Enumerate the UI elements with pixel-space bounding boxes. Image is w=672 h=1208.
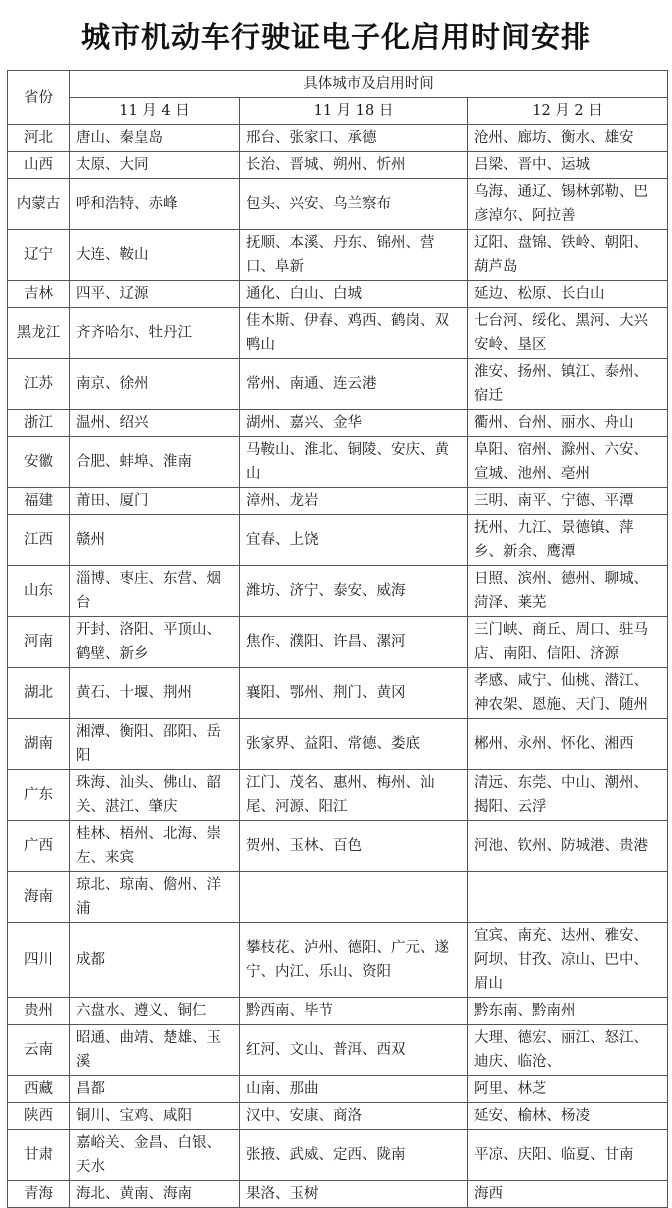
city-cell-dec2: 郴州、永州、怀化、湘西 — [468, 719, 668, 770]
city-cell-dec2: 抚州、九江、景德镇、萍乡、新余、鹰潭 — [468, 515, 668, 566]
city-cell-dec2: 延安、榆林、杨凌 — [468, 1103, 668, 1130]
province-cell: 广东 — [8, 770, 70, 821]
city-cell-dec2: 日照、滨州、德州、聊城、菏泽、莱芜 — [468, 566, 668, 617]
province-cell: 云南 — [8, 1025, 70, 1076]
city-cell-dec2: 宜宾、南充、达州、雅安、阿坝、甘孜、凉山、巴中、眉山 — [468, 923, 668, 998]
table-row — [8, 488, 668, 515]
table-row — [8, 230, 668, 281]
table-row — [8, 1103, 668, 1130]
city-cell-nov4: 昭通、曲靖、楚雄、玉溪 — [70, 1025, 240, 1076]
city-cell-nov4: 湘潭、衡阳、邵阳、岳阳 — [70, 719, 240, 770]
city-cell-dec2: 平凉、庆阳、临夏、甘南 — [468, 1130, 668, 1181]
city-cell-dec2: 延边、松原、长白山 — [468, 281, 668, 308]
city-cell-nov18: 黔西南、毕节 — [240, 998, 468, 1025]
province-cell: 甘肃 — [8, 1130, 70, 1181]
city-cell-nov4: 珠海、汕头、佛山、韶关、湛江、肇庆 — [70, 770, 240, 821]
city-cell-nov18: 抚顺、本溪、丹东、锦州、营口、阜新 — [240, 230, 468, 281]
city-cell-dec2: 衢州、台州、丽水、舟山 — [468, 410, 668, 437]
table-row — [8, 152, 668, 179]
city-cell-nov18: 襄阳、鄂州、荆门、黄冈 — [240, 668, 468, 719]
city-cell-dec2: 河池、钦州、防城港、贵港 — [468, 821, 668, 872]
table-row — [8, 821, 668, 872]
city-cell-nov4: 铜川、宝鸡、咸阳 — [70, 1103, 240, 1130]
table-row — [8, 125, 668, 152]
city-cell-nov4: 淄博、枣庄、东营、烟台 — [70, 566, 240, 617]
table-row — [8, 1181, 668, 1208]
table-row — [8, 410, 668, 437]
city-cell-dec2: 海西 — [468, 1181, 668, 1208]
city-cell-nov18: 张家界、益阳、常德、娄底 — [240, 719, 468, 770]
city-cell-nov4: 六盘水、遵义、铜仁 — [70, 998, 240, 1025]
city-cell-dec2: 黔东南、黔南州 — [468, 998, 668, 1025]
city-cell-nov18: 漳州、龙岩 — [240, 488, 468, 515]
table-row — [8, 668, 668, 719]
province-cell: 江苏 — [8, 359, 70, 410]
province-cell: 四川 — [8, 923, 70, 998]
city-cell-nov4: 黄石、十堰、荆州 — [70, 668, 240, 719]
table-row — [8, 281, 668, 308]
city-cell-nov18: 佳木斯、伊春、鸡西、鹤岗、双鸭山 — [240, 308, 468, 359]
province-cell: 山西 — [8, 152, 70, 179]
table-row — [8, 923, 668, 998]
city-cell-dec2: 沧州、廊坊、衡水、雄安 — [468, 125, 668, 152]
table-row — [8, 179, 668, 230]
city-cell-nov4: 成都 — [70, 923, 240, 998]
city-cell-nov18: 汉中、安康、商洛 — [240, 1103, 468, 1130]
city-cell-dec2: 淮安、扬州、镇江、泰州、宿迁 — [468, 359, 668, 410]
city-cell-nov4: 齐齐哈尔、牡丹江 — [70, 308, 240, 359]
city-cell-nov18: 长治、晋城、朔州、忻州 — [240, 152, 468, 179]
city-cell-nov4: 南京、徐州 — [70, 359, 240, 410]
table-row — [8, 566, 668, 617]
province-cell: 河北 — [8, 125, 70, 152]
city-cell-nov18: 张掖、武威、定西、陇南 — [240, 1130, 468, 1181]
city-cell-dec2: 清远、东莞、中山、潮州、揭阳、云浮 — [468, 770, 668, 821]
table-row — [8, 515, 668, 566]
city-cell-nov4: 桂林、梧州、北海、崇左、来宾 — [70, 821, 240, 872]
city-cell-nov18: 包头、兴安、乌兰察布 — [240, 179, 468, 230]
city-cell-dec2: 孝感、咸宁、仙桃、潜江、神农架、恩施、天门、随州 — [468, 668, 668, 719]
city-cell-nov18: 攀枝花、泸州、德阳、广元、遂宁、内江、乐山、资阳 — [240, 923, 468, 998]
city-cell-nov18: 通化、白山、白城 — [240, 281, 468, 308]
city-cell-nov4: 四平、辽源 — [70, 281, 240, 308]
city-cell-nov18: 焦作、濮阳、许昌、漯河 — [240, 617, 468, 668]
city-cell-nov4: 呼和浩特、赤峰 — [70, 179, 240, 230]
city-cell-nov18: 常州、南通、连云港 — [240, 359, 468, 410]
province-cell: 江西 — [8, 515, 70, 566]
city-cell-nov18: 马鞍山、淮北、铜陵、安庆、黄山 — [240, 437, 468, 488]
city-cell-dec2: 大理、德宏、丽江、怒江、迪庆、临沧、 — [468, 1025, 668, 1076]
city-cell-nov4: 海北、黄南、海南 — [70, 1181, 240, 1208]
city-cell-nov4: 昌都 — [70, 1076, 240, 1103]
city-cell-nov4: 合肥、蚌埠、淮南 — [70, 437, 240, 488]
province-cell: 河南 — [8, 617, 70, 668]
province-cell: 湖南 — [8, 719, 70, 770]
city-cell-dec2: 吕梁、晋中、运城 — [468, 152, 668, 179]
city-cell-dec2: 三门峡、商丘、周口、驻马店、南阳、信阳、济源 — [468, 617, 668, 668]
header-row-group — [8, 71, 668, 98]
province-cell: 辽宁 — [8, 230, 70, 281]
province-cell: 广西 — [8, 821, 70, 872]
city-cell-dec2: 辽阳、盘锦、铁岭、朝阳、葫芦岛 — [468, 230, 668, 281]
schedule-table — [7, 70, 668, 1208]
province-cell: 湖北 — [8, 668, 70, 719]
city-cell-dec2: 三明、南平、宁德、平潭 — [468, 488, 668, 515]
city-cell-dec2: 乌海、通辽、锡林郭勒、巴彦淖尔、阿拉善 — [468, 179, 668, 230]
province-cell: 陕西 — [8, 1103, 70, 1130]
city-cell-nov18: 潍坊、济宁、泰安、威海 — [240, 566, 468, 617]
city-cell-nov4: 温州、绍兴 — [70, 410, 240, 437]
city-cell-nov4: 大连、鞍山 — [70, 230, 240, 281]
city-cell-nov18: 宜春、上饶 — [240, 515, 468, 566]
table-row — [8, 359, 668, 410]
province-cell: 黑龙江 — [8, 308, 70, 359]
city-cell-nov4: 唐山、秦皇岛 — [70, 125, 240, 152]
province-cell: 山东 — [8, 566, 70, 617]
city-cell-nov18: 江门、茂名、惠州、梅州、汕尾、河源、阳江 — [240, 770, 468, 821]
province-cell: 海南 — [8, 872, 70, 923]
table-row — [8, 998, 668, 1025]
city-cell-nov18: 邢台、张家口、承德 — [240, 125, 468, 152]
province-cell: 吉林 — [8, 281, 70, 308]
province-cell: 贵州 — [8, 998, 70, 1025]
city-cell-nov4: 太原、大同 — [70, 152, 240, 179]
city-cell-nov4: 莆田、厦门 — [70, 488, 240, 515]
province-cell: 西藏 — [8, 1076, 70, 1103]
table-row — [8, 308, 668, 359]
city-cell-dec2: 阿里、林芝 — [468, 1076, 668, 1103]
table-row — [8, 872, 668, 923]
city-cell-nov18: 红河、文山、普洱、西双 — [240, 1025, 468, 1076]
city-cell-nov4: 琼北、琼南、儋州、洋浦 — [70, 872, 240, 923]
province-cell: 青海 — [8, 1181, 70, 1208]
table-row — [8, 719, 668, 770]
table-row — [8, 1076, 668, 1103]
table-row — [8, 437, 668, 488]
province-cell: 安徽 — [8, 437, 70, 488]
table-row — [8, 1130, 668, 1181]
table-row — [8, 770, 668, 821]
header-date-1: 11 月 4 日 — [70, 98, 240, 125]
header-row-dates — [8, 98, 668, 125]
header-city-group: 具体城市及启用时间 — [70, 71, 668, 98]
city-cell-nov4: 开封、洛阳、平顶山、鹤壁、新乡 — [70, 617, 240, 668]
city-cell-nov18 — [240, 872, 468, 923]
city-cell-nov18: 山南、那曲 — [240, 1076, 468, 1103]
city-cell-dec2: 阜阳、宿州、滁州、六安、宣城、池州、亳州 — [468, 437, 668, 488]
city-cell-dec2: 七台河、绥化、黑河、大兴安岭、垦区 — [468, 308, 668, 359]
province-cell: 福建 — [8, 488, 70, 515]
table-row — [8, 1025, 668, 1076]
header-date-2: 11 月 18 日 — [240, 98, 468, 125]
city-cell-nov4: 赣州 — [70, 515, 240, 566]
city-cell-dec2 — [468, 872, 668, 923]
province-cell: 浙江 — [8, 410, 70, 437]
province-cell: 内蒙古 — [8, 179, 70, 230]
city-cell-nov18: 果洛、玉树 — [240, 1181, 468, 1208]
city-cell-nov18: 贺州、玉林、百色 — [240, 821, 468, 872]
table-row — [8, 617, 668, 668]
city-cell-nov4: 嘉峪关、金昌、白银、天水 — [70, 1130, 240, 1181]
header-date-3: 12 月 2 日 — [468, 98, 668, 125]
city-cell-nov18: 湖州、嘉兴、金华 — [240, 410, 468, 437]
header-province: 省份 — [8, 71, 70, 125]
page-title: 城市机动车行驶证电子化启用时间安排 — [80, 20, 591, 54]
